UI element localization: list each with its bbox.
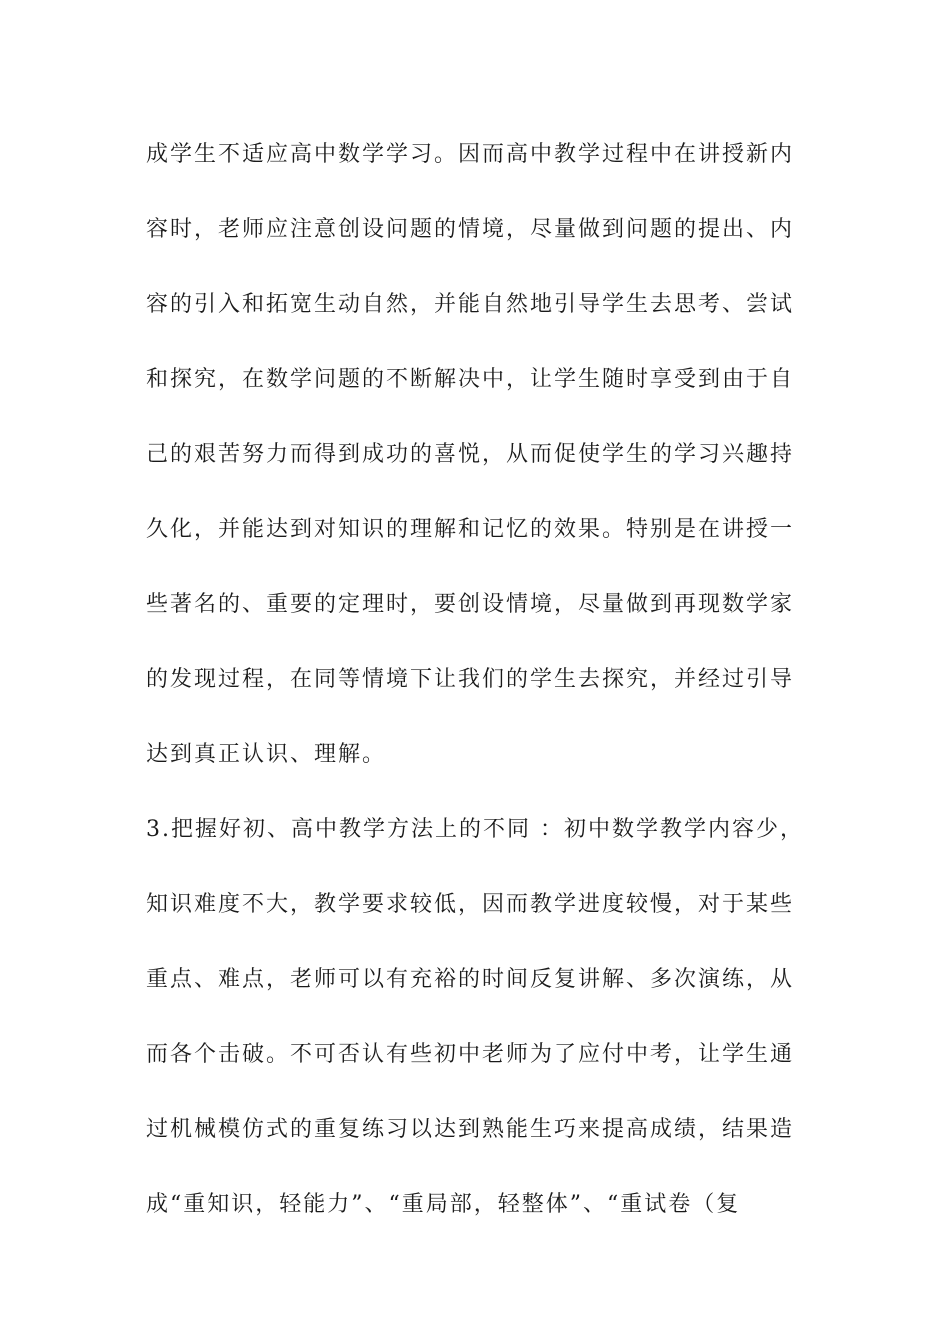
text-line-10: 3.把握好初、高中教学方法上的不同 ：初中数学教学内容少， <box>146 817 804 842</box>
text-line-15: 成“重知识，轻能力”、“重局部，轻整体”、“重试卷（复 <box>146 1192 741 1217</box>
text-line-6: 久化，并能达到对知识的理解和记忆的效果。特别是在讲授一 <box>146 517 795 542</box>
text-line-14: 过机械模仿式的重复练习以达到熟能生巧来提高成绩，结果造 <box>146 1117 795 1142</box>
text-line-3: 容的引入和拓宽生动自然，并能自然地引导学生去思考、尝试 <box>146 292 795 317</box>
text-line-8: 的发现过程，在同等情境下让我们的学生去探究，并经过引导 <box>146 667 795 692</box>
body-text <box>146 133 806 1258</box>
text-line-4: 和探究，在数学问题的不断解决中，让学生随时享受到由于自 <box>146 367 795 392</box>
text-line-9: 达到真正认识、理解。 <box>146 742 387 767</box>
text-line-2: 容时，老师应注意创设问题的情境，尽量做到问题的提出、内 <box>146 217 795 242</box>
text-line-13: 而各个击破。不可否认有些初中老师为了应付中考，让学生通 <box>146 1042 795 1067</box>
text-line-5: 己的艰苦努力而得到成功的喜悦，从而促使学生的学习兴趣持 <box>146 442 795 467</box>
text-line-11: 知识难度不大，教学要求较低，因而教学进度较慢，对于某些 <box>146 892 795 917</box>
text-line-7: 些著名的、重要的定理时，要创设情境，尽量做到再现数学家 <box>146 592 795 617</box>
text-line-12: 重点、难点，老师可以有充裕的时间反复讲解、多次演练，从 <box>146 967 795 992</box>
text-line-1: 成学生不适应高中数学学习。因而高中教学过程中在讲授新内 <box>146 142 795 167</box>
